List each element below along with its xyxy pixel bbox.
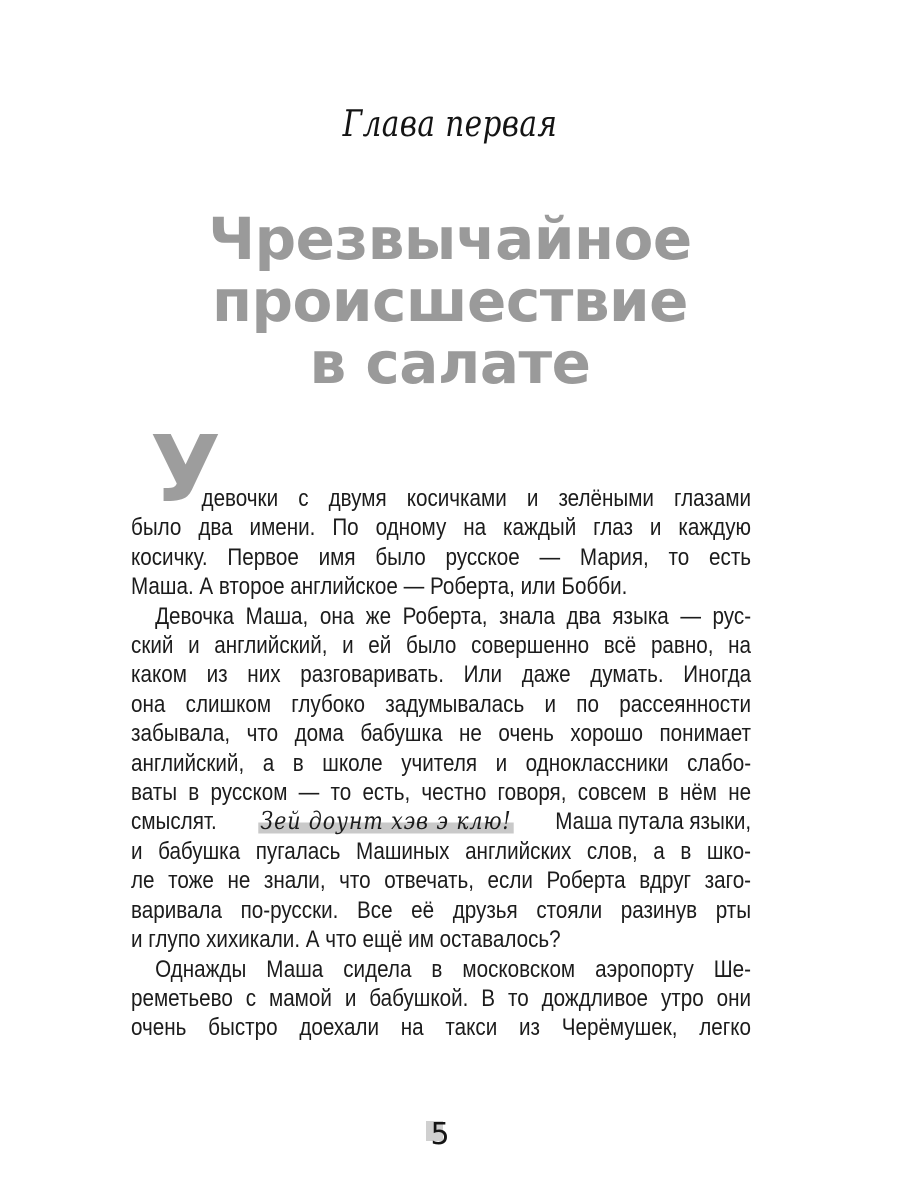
text-line: было два имени. По одному на каждый глаз и каждую bbox=[131, 514, 751, 542]
text-line: каком из них разговаривать. Или даже думать. Иногда bbox=[131, 661, 752, 689]
text-line: она слишком глубоко задумывалась и по рассеянности bbox=[131, 690, 752, 718]
text-line: Девочка Маша, она же Роберта, знала два языка — рус- bbox=[155, 602, 752, 630]
text-line: и бабушка пугалась Машиных английских слов, а в шко- bbox=[131, 837, 752, 865]
chapter-title bbox=[0, 205, 900, 397]
chapter-label: Глава первая bbox=[342, 104, 558, 145]
text-line: реметьево с мамой и бабушкой. В то дождливое утро они bbox=[131, 984, 752, 1012]
body-text bbox=[131, 484, 751, 1043]
text-line: косичку. Первое имя было русское — Мария, то есть bbox=[131, 543, 752, 571]
text-fragment: смыслят. bbox=[131, 808, 217, 836]
text-line: ваты в русском — то есть, честно говоря, совсем в нём не bbox=[131, 779, 752, 807]
chapter-title-line: происшествие bbox=[211, 267, 689, 335]
text-line: Однажды Маша сидела в московском аэропорту Ше- bbox=[155, 955, 752, 983]
chapter-title-line: в салате bbox=[309, 329, 591, 397]
text-line: английский, а в школе учителя и одноклассники слабо- bbox=[131, 749, 752, 777]
text-line: ский и английский, и ей было совершенно всё равно, на bbox=[131, 632, 752, 660]
text-line: забывала, что дома бабушка не очень хорошо понимает bbox=[131, 720, 752, 748]
page-number: 5 bbox=[426, 1118, 454, 1152]
text-fragment: Маша путала языки, bbox=[555, 808, 752, 836]
text-line: девочки с двумя косичками и зелёными глазами bbox=[201, 485, 752, 512]
chapter-title-line: Чрезвычайное bbox=[208, 205, 692, 273]
text-line: и глупо хихикали. А что ещё им оставалось? bbox=[131, 926, 561, 954]
text-line: очень быстро доехали на такси из Черёмушек, легко bbox=[131, 1014, 752, 1042]
text-line-mixed bbox=[131, 807, 751, 836]
text-line: Маша. А второе английское — Роберта, или Бобби. bbox=[131, 573, 628, 601]
handwritten-highlight: Зей доунт хэв э клю! bbox=[260, 807, 512, 836]
text-line: варивала по-русски. Все её друзья стояли разинув рты bbox=[131, 896, 752, 924]
drop-cap: У bbox=[150, 416, 221, 523]
text-line: ле тоже не знали, что отвечать, если Роберта вдруг заго- bbox=[131, 867, 752, 895]
